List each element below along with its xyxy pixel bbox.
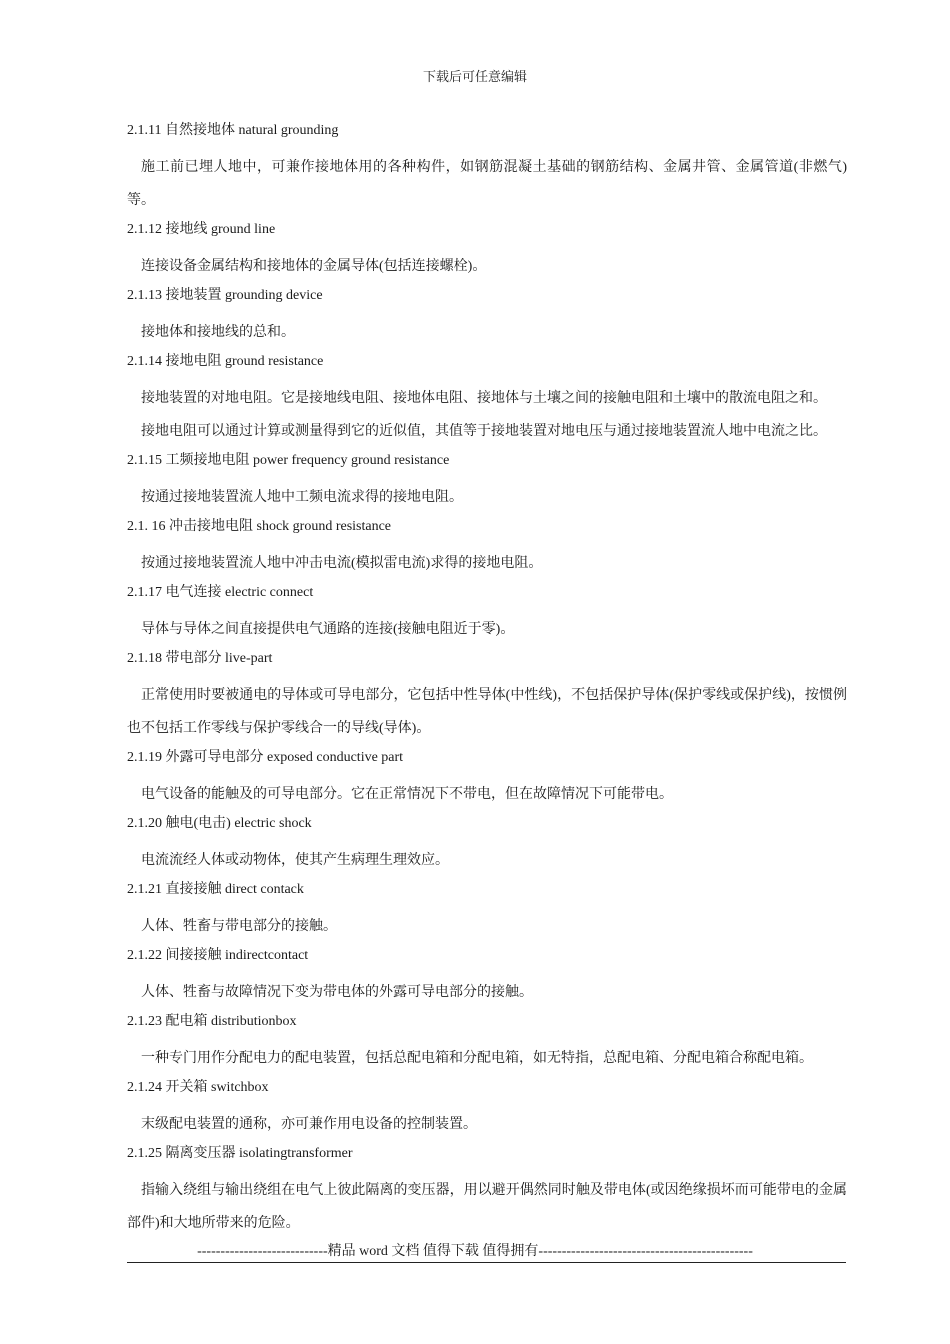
term-definition: 导体与导体之间直接提供电气通路的连接(接触电阻近于零)。 [141,622,515,637]
entry-2-1-22 [127,943,847,1009]
entry-2-1-13 [127,283,847,349]
term-definition: 正常使用时要被通电的导体或可导电部分，它包括中性导体(中性线)，不包括保护导体(保护零线或保护线)，按惯例也不包括工作零线与保护零线合一的导线(导体)。 [127,688,847,736]
entry-2-1-15 [127,448,847,514]
page-header: 下载后可任意编辑 [422,69,527,84]
term-definition: 接地体和接地线的总和。 [141,325,295,340]
term-definition: 人体、牲畜与带电部分的接触。 [141,919,337,934]
footer-banner: ----------------------------精品 word 文档 值得下载 值得拥有---------------------------------------------- [197,1244,753,1259]
entry-2-1-12 [127,217,847,283]
term-definition: 电流流经人体或动物体，使其产生病理生理效应。 [141,853,449,868]
term-heading: 2.1.15 工频接地电阻 power frequency ground resistance [127,453,450,468]
term-heading: 2.1.23 配电箱 distributionbox [127,1014,297,1029]
term-definition: 连接设备金属结构和接地体的金属导体(包括连接螺栓)。 [141,259,487,274]
term-heading: 2.1.19 外露可导电部分 exposed conductive part [127,750,404,765]
term-definition: 人体、牲畜与故障情况下变为带电体的外露可导电部分的接触。 [141,985,533,1000]
entry-2-1-19 [127,745,847,811]
term-definition: 按通过接地装置流人地中冲击电流(模拟雷电流)求得的接地电阻。 [141,556,543,571]
term-heading: 2.1.20 触电(电击) electric shock [127,816,312,831]
term-definition: 指输入绕组与输出绕组在电气上彼此隔离的变压器，用以避开偶然同时触及带电体(或因绝缘损坏而可能带电的金属部件)和大地所带来的危险。 [127,1183,847,1231]
term-heading: 2.1.24 开关箱 switchbox [127,1080,269,1095]
term-definition: 末级配电装置的通称，亦可兼作用电设备的控制装置。 [141,1117,477,1132]
entry-2-1-24 [127,1075,847,1141]
term-definition: 接地装置的对地电阻。它是接地线电阻、接地体电阻、接地体与土壤之间的接触电阻和土壤中的散流电阻之和。 [141,391,827,406]
term-heading: 2.1.22 间接接触 indirectcontact [127,948,309,963]
term-definition: 按通过接地装置流人地中工频电流求得的接地电阻。 [141,490,463,505]
term-definition-continued: 接地电阻可以通过计算或测量得到它的近似值，其值等于接地装置对地电压与通过接地装置流人地中电流之比。 [141,424,827,439]
term-heading: 2.1.25 隔离变压器 isolatingtransformer [127,1146,353,1161]
term-heading: 2.1.17 电气连接 electric connect [127,585,314,600]
entry-2-1-14 [127,349,847,448]
term-definition: 一种专门用作分配电力的配电装置，包括总配电箱和分配电箱，如无特指，总配电箱、分配电箱合称配电箱。 [141,1051,813,1066]
term-heading: 2.1.18 带电部分 live-part [127,651,273,666]
entry-2-1-16 [127,514,847,580]
term-definition: 施工前已埋人地中，可兼作接地体用的各种构件，如钢筋混凝土基础的钢筋结构、金属井管、金属管道(非燃气)等。 [127,160,847,208]
term-heading: 2.1.12 接地线 ground line [127,222,276,237]
entry-2-1-20 [127,811,847,877]
entry-2-1-25 [127,1141,847,1240]
term-heading: 2.1.14 接地电阻 ground resistance [127,354,324,369]
term-heading: 2.1.11 自然接地体 natural grounding [127,123,339,138]
entry-2-1-11 [127,118,847,217]
term-definition: 电气设备的能触及的可导电部分。它在正常情况下不带电，但在故障情况下可能带电。 [141,787,673,802]
term-heading: 2.1.21 直接接触 direct contack [127,882,304,897]
term-heading: 2.1.13 接地装置 grounding device [127,288,323,303]
term-heading: 2.1. 16 冲击接地电阻 shock ground resistance [127,519,392,534]
footer-divider [127,1262,846,1263]
entry-2-1-21 [127,877,847,943]
entry-2-1-23 [127,1009,847,1075]
document-body [127,118,847,1240]
entry-2-1-18 [127,646,847,745]
entry-2-1-17 [127,580,847,646]
